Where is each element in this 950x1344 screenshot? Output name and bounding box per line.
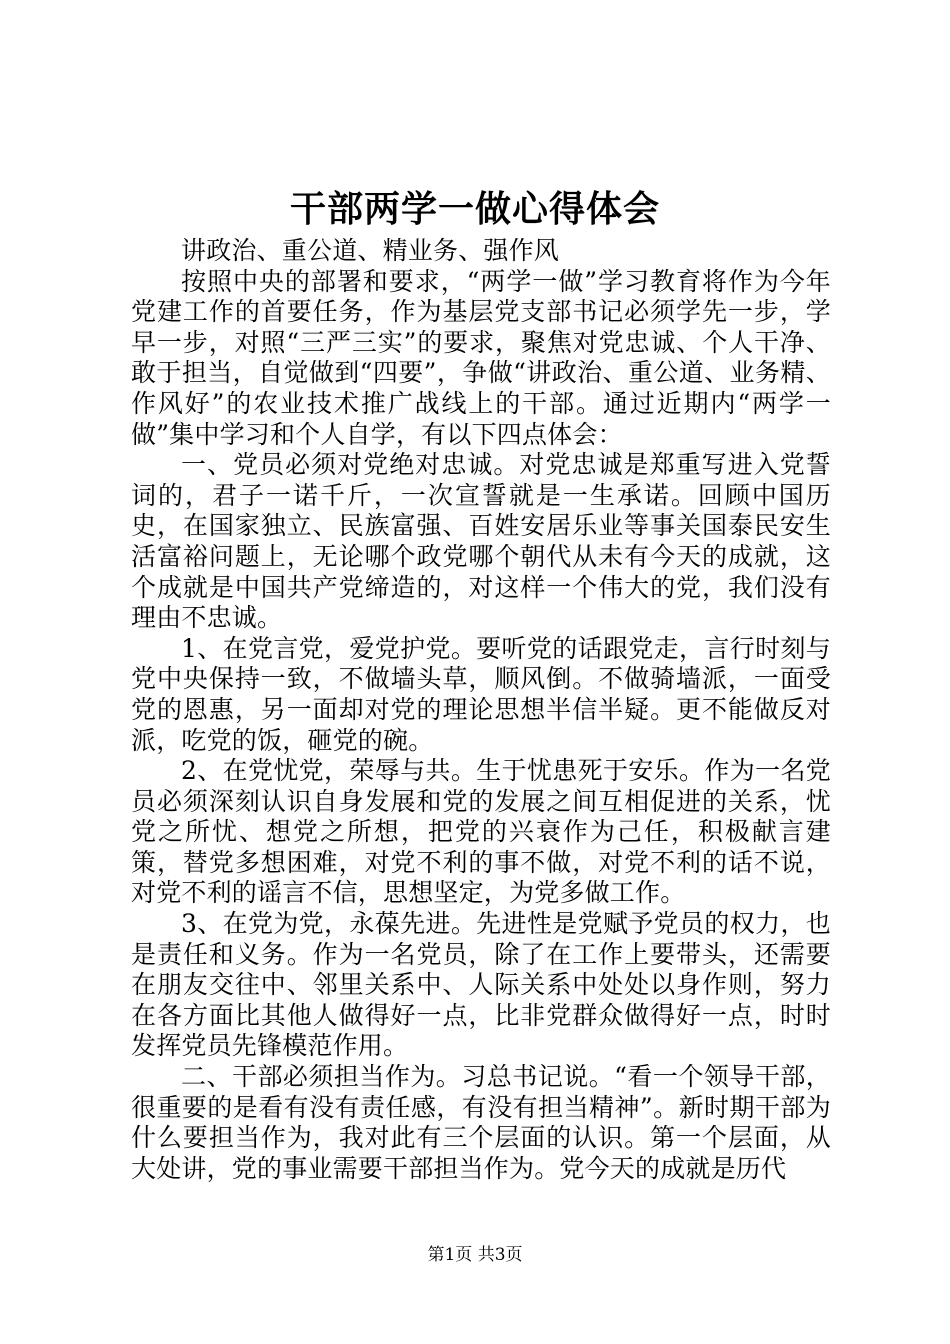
point-one-paragraph: 1、在党言党，爱党护党。要听党的话跟党走，言行时刻与党中央保持一致，不做墙头草，顺风倒。不做骑墙派，一面受党的恩惠，另一面却对党的理论思想半信半疑。更不能做反对派，吃党的饭，砸党的碗。 bbox=[131, 633, 831, 755]
subtitle-paragraph: 讲政治、重公道、精业务、强作风 bbox=[181, 236, 560, 265]
point-three-paragraph: 3、在党为党，永葆先进。先进性是党赋予党员的权力，也是责任和义务。作为一名党员，除了在工作上要带头，还需要在朋友交往中、邻里关系中、人际关系中处处以身作则，努力在各方面比其他人做得好一点，比非党群众做得好一点，时时发挥党员先锋模范作用。 bbox=[131, 909, 831, 1061]
section-one-paragraph: 一、党员必须对党绝对忠诚。对党忠诚是郑重写进入党誓词的，君子一诺千斤，一次宣誓就是一生承诺。回顾中国历史，在国家独立、民族富强、百姓安居乐业等事关国泰民安生活富裕问题上，无论哪个政党哪个朝代从未有今天的成就，这个成就是中国共产党缔造的，对这样一个伟大的党，我们没有理由不忠诚。 bbox=[131, 450, 831, 633]
intro-paragraph: 按照中央的部署和要求，“两学一做”学习教育将作为今年党建工作的首要任务，作为基层党支部书记必须学先一步，学早一步，对照“三严三实”的要求，聚焦对党忠诚、个人干净、敢于担当，自觉做到“四要”，争做“讲政治、重公道、业务精、作风好”的农业技术推广战线上的干部。通过近期内“两学一做”集中学习和个人自学，有以下四点体会： bbox=[131, 266, 831, 449]
document-title: 干部两学一做心得体会 bbox=[289, 188, 660, 230]
point-two-paragraph: 2、在党忧党，荣辱与共。生于忧患死于安乐。作为一名党员必须深刻认识自身发展和党的发展之间互相促进的关系，忧党之所忧、想党之所想，把党的兴衰作为己任，积极献言建策，替党多想困难，对党不利的事不做，对党不利的话不说，对党不利的谣言不信，思想坚定，为党多做工作。 bbox=[131, 756, 831, 908]
section-two-paragraph: 二、干部必须担当作为。习总书记说。“看一个领导干部，很重要的是看有没有责任感，有没有担当精神”。新时期干部为什么要担当作为，我对此有三个层面的认识。第一个层面，从大处讲，党的事业需要干部担当作为。党今天的成就是历代 bbox=[131, 1062, 831, 1183]
document-body bbox=[131, 236, 831, 1184]
page-number-footer: 第1页 共3页 bbox=[427, 1245, 523, 1265]
